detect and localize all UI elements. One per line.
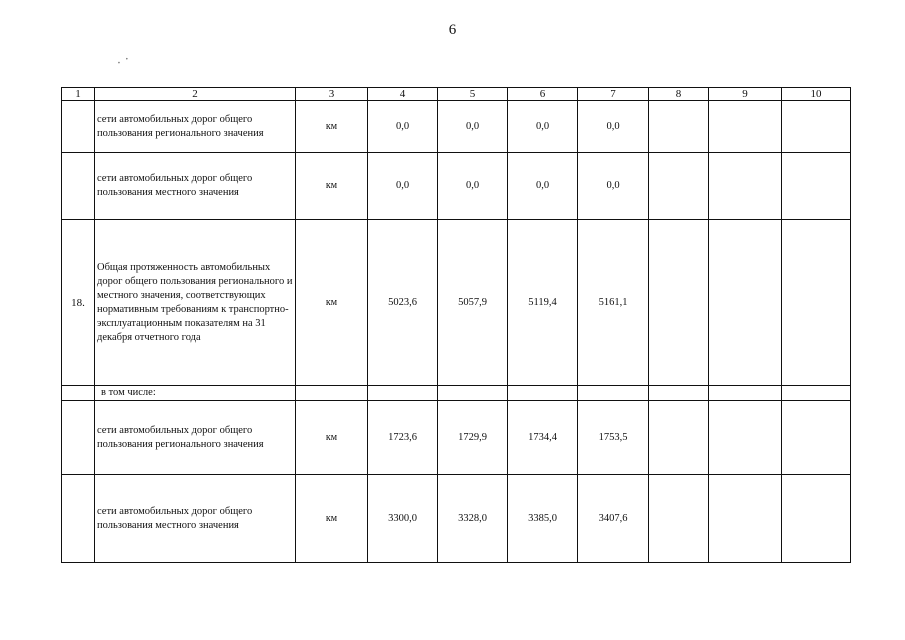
row-id xyxy=(62,475,95,563)
row-value: 5057,9 xyxy=(438,220,508,386)
row-unit: км xyxy=(296,153,368,220)
scan-artifact: ⠂⠁ xyxy=(116,56,135,71)
row-value xyxy=(649,475,709,563)
column-number: 2 xyxy=(95,88,296,101)
table-row xyxy=(62,475,851,563)
row-value xyxy=(782,153,851,220)
row-name: в том числе: xyxy=(101,387,156,398)
row-unit: км xyxy=(296,220,368,386)
row-value xyxy=(782,386,851,401)
column-number: 5 xyxy=(438,88,508,101)
row-value: 0,0 xyxy=(578,153,649,220)
row-value xyxy=(782,101,851,153)
row-value xyxy=(649,101,709,153)
row-value xyxy=(709,386,782,401)
row-value: 5119,4 xyxy=(508,220,578,386)
column-number: 1 xyxy=(62,88,95,101)
column-number: 7 xyxy=(578,88,649,101)
row-value xyxy=(438,386,508,401)
row-value: 0,0 xyxy=(368,153,438,220)
row-value: 0,0 xyxy=(368,101,438,153)
table-row xyxy=(62,401,851,475)
row-value: 0,0 xyxy=(438,101,508,153)
row-value xyxy=(709,475,782,563)
row-name: Общая протяженность автомобильных дорог общего пользования регионального и местного значения, соответствующих нормативным требованиям к транспортно-эксплуатационным показателям на 31 декабря отчетного года xyxy=(95,220,296,386)
row-value xyxy=(709,101,782,153)
row-id xyxy=(62,386,95,401)
row-value xyxy=(368,386,438,401)
column-number: 3 xyxy=(296,88,368,101)
row-value xyxy=(508,386,578,401)
row-name: сети автомобильных дорог общего пользования регионального значения xyxy=(95,401,296,475)
column-number: 8 xyxy=(649,88,709,101)
row-name: сети автомобильных дорог общего пользования регионального значения xyxy=(95,101,296,153)
row-value: 3328,0 xyxy=(438,475,508,563)
row-name: сети автомобильных дорог общего пользования местного значения xyxy=(95,475,296,563)
row-id xyxy=(62,153,95,220)
row-value xyxy=(578,386,649,401)
row-value xyxy=(649,386,709,401)
table-row xyxy=(62,153,851,220)
row-name: сети автомобильных дорог общего пользования местного значения xyxy=(95,153,296,220)
row-value: 1734,4 xyxy=(508,401,578,475)
row-value xyxy=(709,153,782,220)
column-number: 4 xyxy=(368,88,438,101)
row-value: 0,0 xyxy=(508,101,578,153)
table-row xyxy=(62,101,851,153)
column-number: 6 xyxy=(508,88,578,101)
row-value: 0,0 xyxy=(438,153,508,220)
row-value xyxy=(649,401,709,475)
row-subheader xyxy=(95,386,296,401)
row-value: 5161,1 xyxy=(578,220,649,386)
row-value: 5023,6 xyxy=(368,220,438,386)
row-unit: км xyxy=(296,475,368,563)
row-id: 18. xyxy=(62,220,95,386)
page-number: 6 xyxy=(448,22,457,38)
row-value xyxy=(782,220,851,386)
row-value: 3407,6 xyxy=(578,475,649,563)
column-number: 10 xyxy=(782,88,851,101)
row-value xyxy=(709,401,782,475)
row-value: 0,0 xyxy=(508,153,578,220)
row-value: 1729,9 xyxy=(438,401,508,475)
column-number-row xyxy=(62,88,851,101)
row-value: 3385,0 xyxy=(508,475,578,563)
row-unit xyxy=(296,386,368,401)
row-value: 1723,6 xyxy=(368,401,438,475)
row-value: 3300,0 xyxy=(368,475,438,563)
row-id xyxy=(62,101,95,153)
row-value: 0,0 xyxy=(578,101,649,153)
row-id xyxy=(62,401,95,475)
row-value xyxy=(649,153,709,220)
table-row xyxy=(62,386,851,401)
row-value xyxy=(782,401,851,475)
row-unit: км xyxy=(296,101,368,153)
table-row xyxy=(62,220,851,386)
row-value xyxy=(649,220,709,386)
row-value xyxy=(782,475,851,563)
column-number: 9 xyxy=(709,88,782,101)
row-unit: км xyxy=(296,401,368,475)
indicators-table xyxy=(61,87,851,563)
row-value: 1753,5 xyxy=(578,401,649,475)
row-value xyxy=(709,220,782,386)
